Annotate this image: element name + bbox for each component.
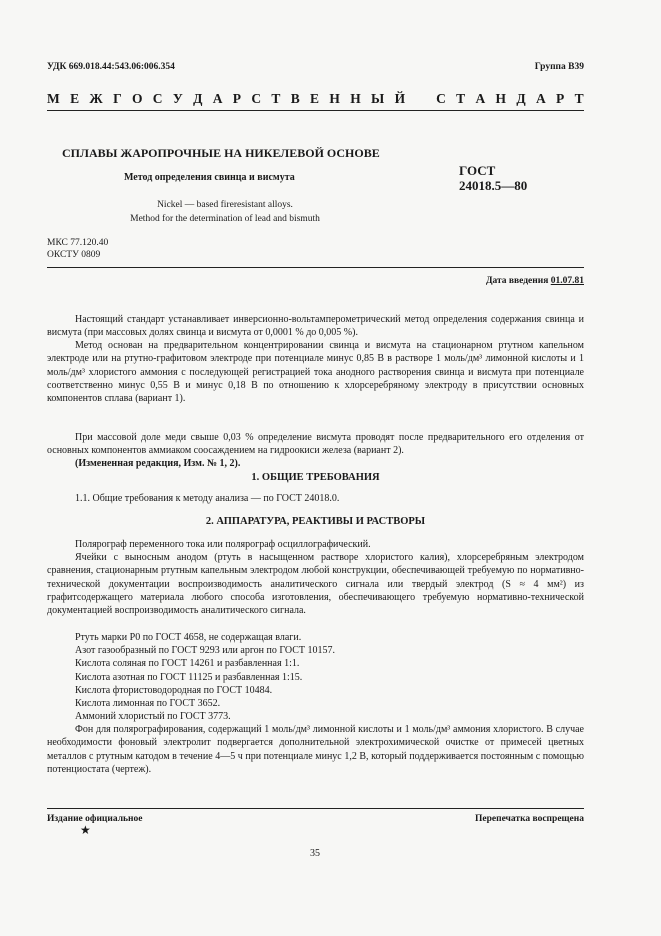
codes-rule bbox=[47, 267, 584, 268]
intro-paragraph-2: Метод основан на предварительном концентрировании свинца и висмута на стационарном ртутном капельном электроде или на ртутно-графитовом электроде при потенциале минус 0,85 В в растворе 1 моль/дм³ лимонной кислоты и 1 моль/дм³ хлористого аммония с последующей регистрацией тока анодного растворения свинца и висмута при потенциале соответственно минус 0,55 В и минус 0,18 В по отношению к хлорсеребряному электроду в присутствии основных компонентов сплава (вариант 1). bbox=[47, 340, 584, 405]
banner-letter: А bbox=[475, 91, 486, 106]
banner-letter: Ж bbox=[89, 91, 103, 106]
star-mark: ★ bbox=[80, 823, 91, 837]
reagent-item: Кислота фтористоводородная по ГОСТ 10484. bbox=[75, 684, 273, 696]
document-title: СПЛАВЫ ЖАРОПРОЧНЫЕ НА НИКЕЛЕВОЙ ОСНОВЕ bbox=[62, 146, 380, 160]
banner-letter: Р bbox=[556, 91, 565, 106]
banner-letter: Т bbox=[456, 91, 466, 106]
english-title bbox=[105, 198, 345, 226]
banner-letter: Е bbox=[310, 91, 320, 106]
gost-label: ГОСТ bbox=[459, 163, 496, 178]
interstate-standard-banner bbox=[47, 91, 584, 107]
reagent-item: Кислота лимонная по ГОСТ 3652. bbox=[75, 698, 221, 709]
footer-rule bbox=[47, 808, 584, 809]
banner-letter: С bbox=[152, 91, 163, 106]
banner-letter: Н bbox=[350, 91, 361, 106]
section-2-paragraph-2: Ячейки с выносным анодом (ртуть в насыщенном растворе хлористого калия), хлорсеребряным электродом сравнения, стационарным ртутным капельным электродом любой конструкции, обеспечивающей требуемую по нормативно-технической документации воспроизводимость аналитического сигнала или твердый электрод (S ≈ 4 мм²) из графитсодержащего материала любого способа изготовления, обеспечивающего требуемую нормативно-технической документацией воспроизводимость аналитического сигнала. bbox=[47, 552, 584, 617]
banner-letter: Е bbox=[70, 91, 80, 106]
amendment-note: (Измененная редакция, Изм. № 1, 2). bbox=[75, 458, 241, 469]
intro-paragraph-3: При массовой доле меди свыше 0,03 % определение висмута проводят после предварительного его отделения от основных компонентов аммиаком соосаждением на гидроокиси железа (вариант 2). bbox=[47, 432, 584, 457]
gost-designation bbox=[459, 163, 527, 193]
section-1-text: 1.1. Общие требования к методу анализа — по ГОСТ 24018.0. bbox=[75, 493, 340, 504]
intro-date bbox=[486, 276, 584, 286]
english-title-line1: Nickel — based fireresistant alloys. bbox=[157, 200, 293, 210]
page-number: 35 bbox=[310, 848, 320, 859]
gost-number: 24018.5—80 bbox=[459, 178, 528, 193]
banner-letter: Т bbox=[271, 91, 281, 106]
banner-letter: С bbox=[436, 91, 446, 106]
section-1-heading: 1. ОБЩИЕ ТРЕБОВАНИЯ bbox=[251, 472, 380, 483]
classification-codes bbox=[47, 237, 108, 261]
reprint-prohibited: Перепечатка воспрещена bbox=[474, 814, 584, 824]
banner-letter: У bbox=[172, 91, 183, 106]
banner-letter: Р bbox=[232, 91, 242, 106]
banner-letter: В bbox=[290, 91, 300, 106]
reagent-item: Кислота соляная по ГОСТ 14261 и разбавленная 1:1. bbox=[75, 658, 300, 670]
udk-code: УДК 669.018.44:543.06:006.354 bbox=[47, 62, 175, 72]
reagent-item: Аммоний хлористый по ГОСТ 3773. bbox=[75, 711, 231, 723]
intro-date-label: Дата введения bbox=[485, 276, 549, 286]
banner-letter: Н bbox=[329, 91, 340, 106]
english-title-line2: Method for the determination of lead and bismuth bbox=[130, 214, 320, 224]
reagent-item: Ртуть марки Р0 по ГОСТ 4658, не содержащая влаги. bbox=[75, 632, 302, 643]
banner-letter: Й bbox=[394, 91, 406, 106]
section-2-paragraph-3: Фон для полярографирования, содержащий 1 моль/дм³ лимонной кислоты и 1 моль/дм³ аммония хлористого. В случае необходимости фоновый электролит подвергается дополнительной электрохимической очистке от примесей цветных металлов с ртутным катодом в течение 4—5 ч при потенциале минус 1,2 В, который поддерживается постоянным с помощью потенциостата (чертеж). bbox=[47, 724, 584, 775]
mks-code: МКС 77.120.40 bbox=[47, 238, 109, 248]
banner-letter: А bbox=[212, 91, 223, 106]
banner-letter: С bbox=[251, 91, 262, 106]
official-edition: Издание официальное bbox=[47, 814, 143, 824]
reagent-item: Азот газообразный по ГОСТ 9293 или аргон по ГОСТ 10157. bbox=[75, 645, 336, 657]
reagent-item: Кислота азотная по ГОСТ 11125 и разбавленная 1:15. bbox=[75, 671, 303, 683]
banner-letter: Ы bbox=[371, 91, 385, 106]
okstu-code: ОКСТУ 0809 bbox=[47, 250, 101, 260]
intro-date-value: 01.07.81 bbox=[550, 276, 584, 286]
banner-letter: О bbox=[131, 91, 143, 106]
header-rule bbox=[47, 110, 584, 111]
banner-letter: М bbox=[47, 91, 60, 106]
intro-paragraph-1: Настоящий стандарт устанавливает инверсионно-вольтамперометрический метод определения содержания свинца и висмута (при массовых долях свинца и висмута от 0,0001 % до 0,005 %). bbox=[47, 314, 584, 339]
banner-letter: Д bbox=[516, 91, 526, 106]
banner-letter: Н bbox=[495, 91, 507, 106]
section-2-heading: 2. АППАРАТУРА, РЕАКТИВЫ И РАСТВОРЫ bbox=[205, 516, 426, 527]
section-2-paragraph-1: Полярограф переменного тока или полярограф осциллографический. bbox=[75, 539, 371, 550]
group-code: Группа В39 bbox=[534, 62, 584, 72]
banner-letter: А bbox=[535, 91, 546, 106]
banner-letter: Г bbox=[113, 91, 122, 106]
banner-letter: Т bbox=[574, 91, 584, 106]
banner-letter: Д bbox=[193, 91, 203, 106]
document-subtitle: Метод определения свинца и висмута bbox=[124, 172, 295, 183]
